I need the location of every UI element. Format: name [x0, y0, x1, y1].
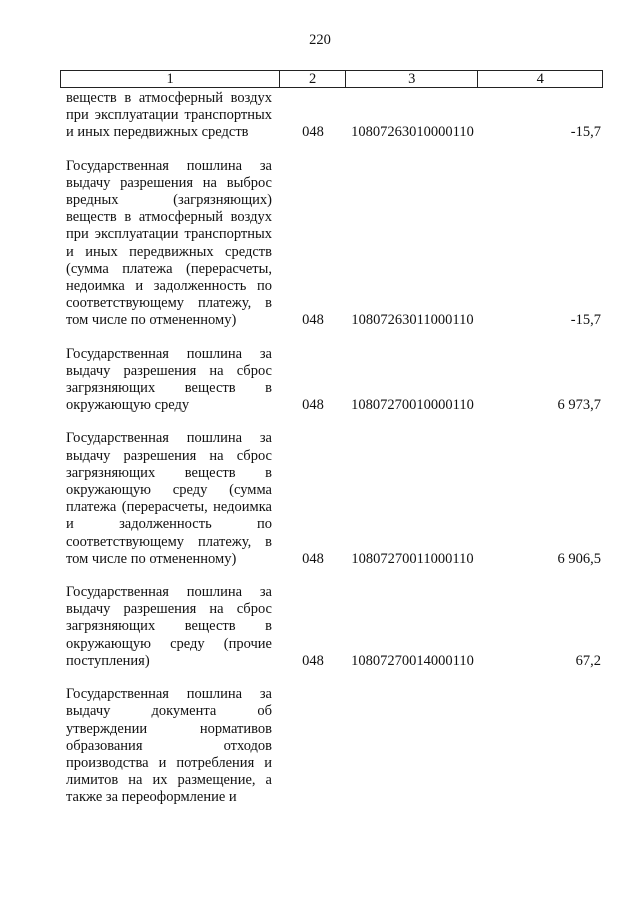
row-admin-code: 048	[302, 312, 324, 329]
row-amount: 6 973,7	[557, 397, 601, 414]
header-col-3: 3	[346, 71, 479, 87]
row-name: Государственная пошлина за выдачу разрешения на сброс загрязняющих веществ в окружающую среду (прочие поступления)	[66, 584, 272, 669]
row-kbk-code: 10807263010000110	[351, 124, 474, 141]
row-admin-code: 048	[302, 652, 324, 669]
page-number: 220	[309, 32, 331, 48]
table-row	[60, 158, 603, 330]
table-row	[60, 686, 603, 806]
row-kbk-code: 10807263011000110	[351, 312, 474, 329]
row-admin-code: 048	[302, 397, 324, 414]
table-row	[60, 430, 603, 568]
header-col-1: 1	[61, 71, 280, 87]
row-amount: -15,7	[570, 124, 601, 141]
table-row	[60, 346, 603, 415]
row-amount: 6 906,5	[557, 550, 601, 567]
row-amount: 67,2	[575, 652, 601, 669]
row-name: Государственная пошлина за выдачу документа об утверждении нормативов образования отходов производства и потребления и лимитов на их размещение, а также за переоформление и	[66, 686, 272, 806]
row-name: Государственная пошлина за выдачу разрешения на выброс вредных (загрязняющих) веществ в атмосферный воздух при эксплуатации транспортных и иных передвижных средств (сумма платежа (перерасчеты, недоимка и задолженность по соответствующему платежу, в том числе по отмененному)	[66, 157, 272, 329]
header-col-2: 2	[280, 71, 346, 87]
row-kbk-code: 10807270014000110	[351, 652, 474, 669]
row-name: Государственная пошлина за выдачу разрешения на сброс загрязняющих веществ в окружающую среду (сумма платежа (перерасчеты, недоимка и задолженность по соответствующему платежу, в том числе по отмененному)	[66, 430, 272, 567]
row-admin-code: 048	[302, 550, 324, 567]
row-kbk-code: 10807270010000110	[351, 397, 474, 414]
row-amount: -15,7	[570, 312, 601, 329]
header-col-4: 4	[536, 71, 544, 87]
table-header-row	[60, 70, 603, 88]
table-row	[60, 90, 603, 142]
row-kbk-code: 10807270011000110	[351, 550, 474, 567]
budget-table	[60, 70, 603, 823]
table-row	[60, 584, 603, 670]
table-body	[60, 90, 603, 807]
row-admin-code: 048	[302, 124, 324, 141]
row-name: Государственная пошлина за выдачу разрешения на сброс загрязняющих веществ в окружающую среду	[66, 345, 272, 414]
row-name: веществ в атмосферный воздух при эксплуатации транспортных и иных передвижных средств	[66, 90, 272, 141]
